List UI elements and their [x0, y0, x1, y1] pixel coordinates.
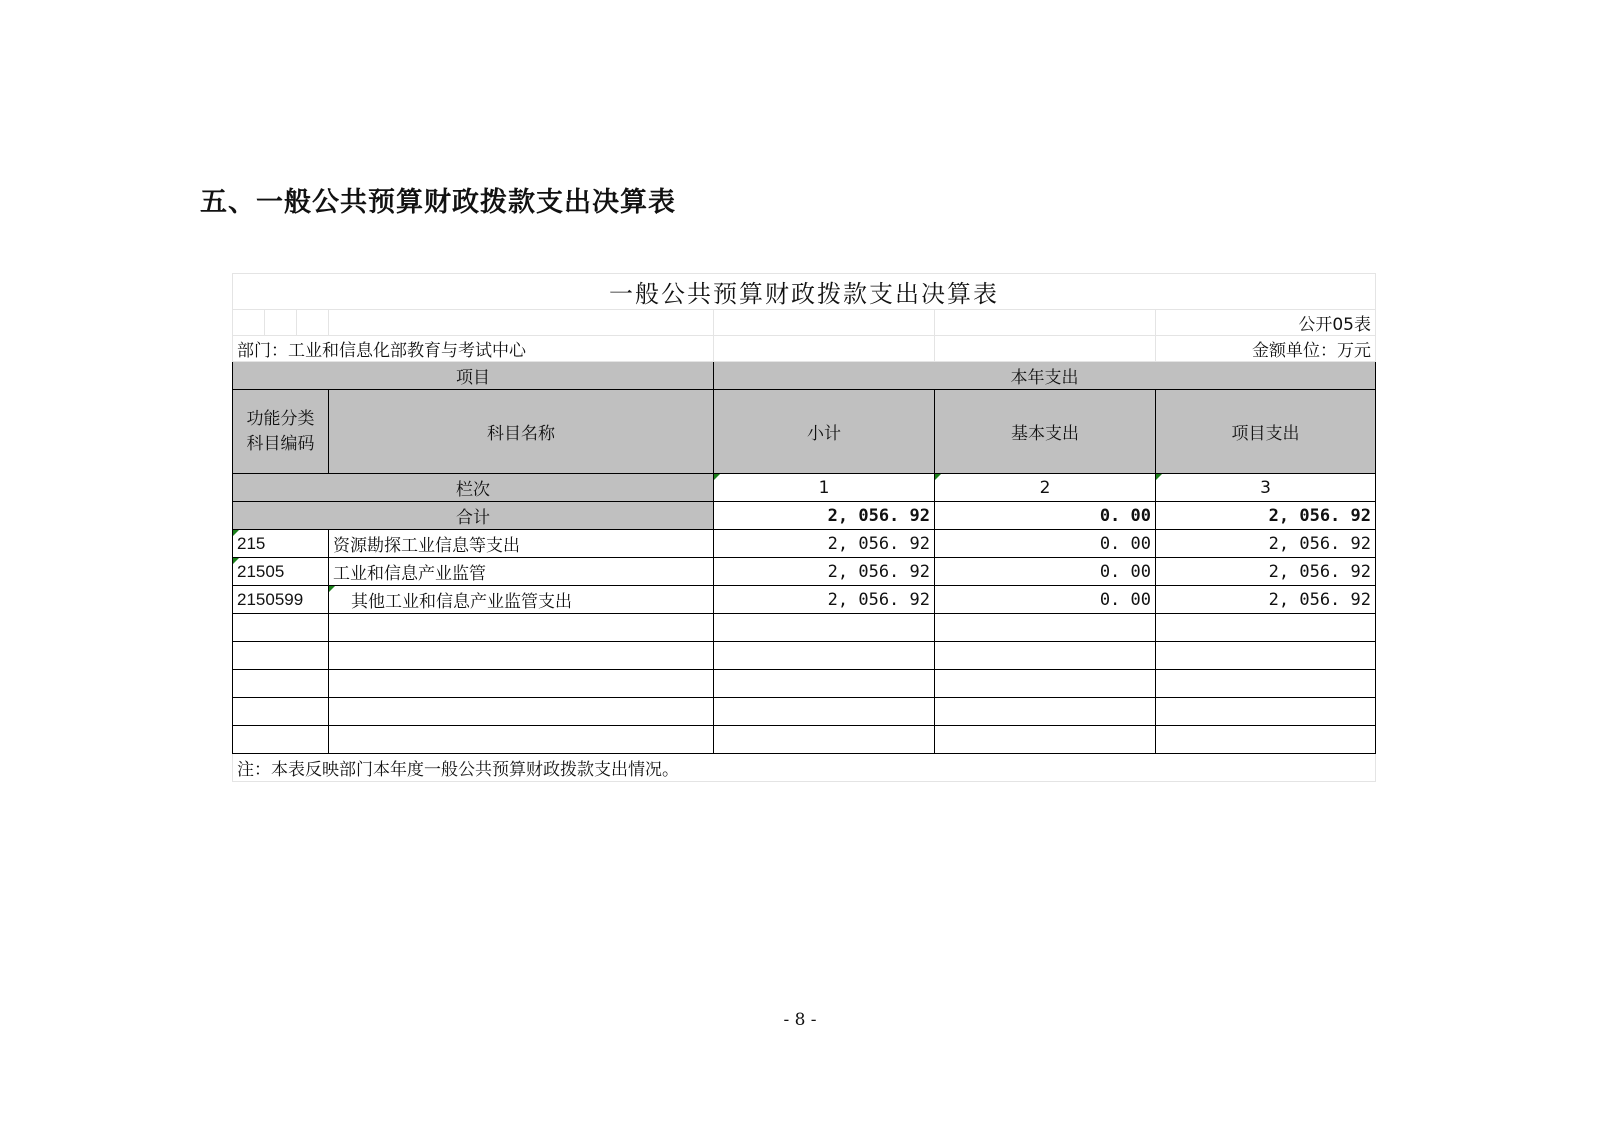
header-function-code-line1: 功能分类: [246, 408, 315, 429]
note-row: [233, 754, 1376, 782]
header-function-code-line2: 科目编码: [246, 433, 315, 454]
row-name: 工业和信息产业监管: [329, 558, 714, 586]
row-project: 2, 056. 92: [1156, 558, 1376, 586]
meta-row: [233, 336, 1376, 362]
row-project: 2, 056. 92: [1156, 586, 1376, 614]
column-number-row: [233, 474, 1376, 502]
total-subtotal: 2, 056. 92: [714, 502, 935, 530]
form-no-row: [233, 310, 1376, 336]
table-note: 注：本表反映部门本年度一般公共预算财政拨款支出情况。: [233, 754, 1376, 782]
empty-row: [233, 614, 1376, 642]
expenditure-table: [232, 273, 1376, 782]
department-label: 部门：工业和信息化部教育与考试中心: [233, 336, 714, 362]
table-caption: 一般公共预算财政拨款支出决算表: [233, 274, 1376, 310]
total-label: 合计: [233, 502, 714, 530]
row-basic: 0. 00: [935, 558, 1156, 586]
header-row-2: [233, 390, 1376, 474]
page-number: - 8 -: [783, 1010, 817, 1030]
row-basic: 0. 00: [935, 530, 1156, 558]
header-function-code: [233, 390, 329, 474]
header-project: 项目支出: [1156, 390, 1376, 474]
column-number-1: 1: [714, 474, 935, 502]
row-code: 2150599: [233, 586, 329, 614]
header-subtotal: 小计: [714, 390, 935, 474]
row-name: 其他工业和信息产业监管支出: [329, 586, 714, 614]
unit-label: 金额单位：万元: [1156, 336, 1376, 362]
empty-row: [233, 726, 1376, 754]
header-row-1: [233, 362, 1376, 390]
row-code: 215: [233, 530, 329, 558]
table-row: [233, 558, 1376, 586]
row-subtotal: 2, 056. 92: [714, 558, 935, 586]
caption-row: [233, 274, 1376, 310]
header-subject-name: 科目名称: [329, 390, 714, 474]
column-number-2: 2: [935, 474, 1156, 502]
column-number-label: 栏次: [233, 474, 714, 502]
total-basic: 0. 00: [935, 502, 1156, 530]
column-number-3: 3: [1156, 474, 1376, 502]
row-code: 21505: [233, 558, 329, 586]
section-title: 五、一般公共预算财政拨款支出决算表: [200, 187, 676, 218]
empty-row: [233, 670, 1376, 698]
row-subtotal: 2, 056. 92: [714, 586, 935, 614]
form-number: 公开05表: [1156, 310, 1376, 336]
total-row: [233, 502, 1376, 530]
empty-row: [233, 698, 1376, 726]
header-basic: 基本支出: [935, 390, 1156, 474]
total-project: 2, 056. 92: [1156, 502, 1376, 530]
row-subtotal: 2, 056. 92: [714, 530, 935, 558]
header-item: 项目: [233, 362, 714, 390]
row-basic: 0. 00: [935, 586, 1156, 614]
row-project: 2, 056. 92: [1156, 530, 1376, 558]
table-row: [233, 586, 1376, 614]
row-name: 资源勘探工业信息等支出: [329, 530, 714, 558]
header-current-year: 本年支出: [714, 362, 1376, 390]
empty-row: [233, 642, 1376, 670]
table-row: [233, 530, 1376, 558]
